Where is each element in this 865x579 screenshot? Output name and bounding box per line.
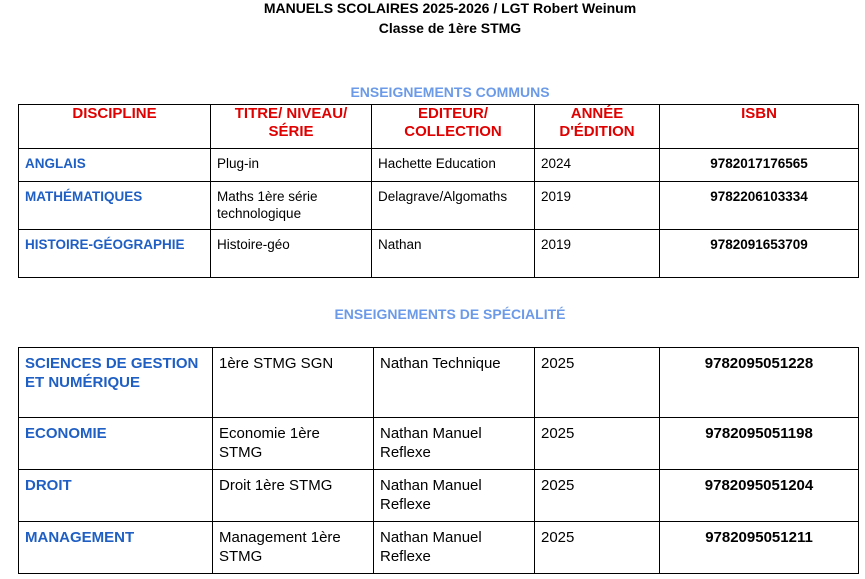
isbn-cell: 9782206103334 (660, 182, 859, 230)
table-row (19, 230, 859, 278)
titre-cell: Droit 1ère STMG (213, 470, 374, 522)
discipline-cell: ANGLAIS (19, 149, 211, 182)
titre-cell: Plug-in (211, 149, 372, 182)
editeur-cell: Nathan Manuel Reflexe (374, 418, 535, 470)
annee-cell: 2024 (535, 149, 660, 182)
column-header-annee: ANNÉE D'ÉDITION (535, 105, 660, 149)
titre-cell: Histoire-géo (211, 230, 372, 278)
table-row (19, 470, 859, 522)
table-row (19, 522, 859, 574)
editeur-cell: Nathan (372, 230, 535, 278)
table-row (19, 182, 859, 230)
discipline-cell: HISTOIRE-GÉOGRAPHIE (19, 230, 211, 278)
section-heading-specialite: ENSEIGNEMENTS DE SPÉCIALITÉ (334, 306, 566, 322)
column-header-discipline: DISCIPLINE (19, 105, 211, 149)
titre-cell: Management 1ère STMG (213, 522, 374, 574)
editeur-cell: Nathan Technique (374, 348, 535, 418)
column-header-isbn: ISBN (660, 105, 859, 149)
isbn-cell: 9782095051228 (660, 348, 859, 418)
column-header-editeur: EDITEUR/ COLLECTION (372, 105, 535, 149)
section-heading-common: ENSEIGNEMENTS COMMUNS (350, 84, 550, 100)
document-title: MANUELS SCOLAIRES 2025-2026 / LGT Robert Weinum (263, 0, 637, 16)
discipline-cell: ECONOMIE (19, 418, 213, 470)
document-subtitle: Classe de 1ère STMG (378, 20, 522, 36)
annee-cell: 2025 (535, 470, 660, 522)
annee-cell: 2019 (535, 230, 660, 278)
table-header-row (19, 105, 859, 149)
isbn-cell: 9782017176565 (660, 149, 859, 182)
titre-cell: 1ère STMG SGN (213, 348, 374, 418)
table-row (19, 348, 859, 418)
discipline-cell: SCIENCES DE GESTION ET NUMÉRIQUE (19, 348, 213, 418)
table-row (19, 418, 859, 470)
table-row (19, 149, 859, 182)
titre-cell: Economie 1ère STMG (213, 418, 374, 470)
isbn-cell: 9782095051198 (660, 418, 859, 470)
titre-cell: Maths 1ère série technologique (211, 182, 372, 230)
editeur-cell: Hachette Education (372, 149, 535, 182)
discipline-cell: MANAGEMENT (19, 522, 213, 574)
annee-cell: 2025 (535, 522, 660, 574)
isbn-cell: 9782095051204 (660, 470, 859, 522)
specialite-textbooks-table (18, 347, 859, 574)
annee-cell: 2025 (535, 418, 660, 470)
annee-cell: 2019 (535, 182, 660, 230)
discipline-cell: DROIT (19, 470, 213, 522)
editeur-cell: Delagrave/Algomaths (372, 182, 535, 230)
discipline-cell: MATHÉMATIQUES (19, 182, 211, 230)
isbn-cell: 9782091653709 (660, 230, 859, 278)
isbn-cell: 9782095051211 (660, 522, 859, 574)
common-textbooks-table (18, 104, 859, 278)
editeur-cell: Nathan Manuel Reflexe (374, 522, 535, 574)
column-header-titre: TITRE/ NIVEAU/ SÉRIE (211, 105, 372, 149)
editeur-cell: Nathan Manuel Reflexe (374, 470, 535, 522)
annee-cell: 2025 (535, 348, 660, 418)
